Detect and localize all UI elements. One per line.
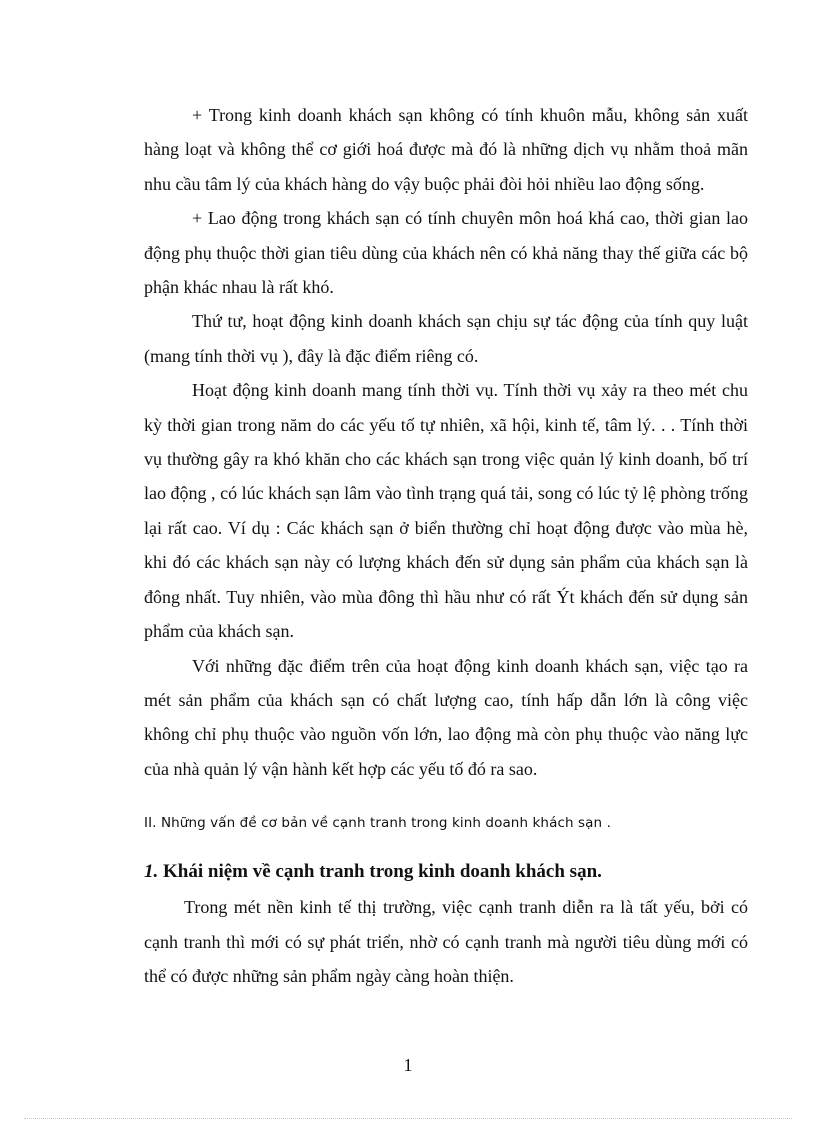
paragraph-bullet-2: + Lao động trong khách sạn có tính chuyên môn hoá khá cao, thời gian lao động phụ thuộc thời gian tiêu dùng của khách nên có khả năng thay thế giữa các bộ phận khác nhau là rất khó. [144, 208, 748, 298]
paragraph-fourth-point: Thứ tư, hoạt động kinh doanh khách sạn chịu sự tác động của tính quy luật (mang tính thời vụ ), đây là đặc điểm riêng có. [144, 311, 748, 366]
paragraph-conclusion: Với những đặc điểm trên của hoạt động kinh doanh khách sạn, việc tạo ra mét sản phẩm của khách sạn có chất lượng cao, tính hấp dẫn lớn là công việc không chỉ phụ thuộc vào nguồn vốn lớn, lao động mà còn phụ thuộc vào năng lực của nhà quản lý vận hành kết hợp các yếu tố đó ra sao. [144, 655, 748, 779]
paragraph-seasonality: Hoạt động kinh doanh mang tính thời vụ. Tính thời vụ xảy ra theo mét chu kỳ thời gian trong năm do các yếu tố tự nhiên, xã hội, kinh tế, tâm lý. . . Tính thời vụ thường gây ra khó khăn cho các khách sạn trong việc quản lý kinh doanh, bố trí lao động , có lúc khách sạn lâm vào tình trạng quá tải, song có lúc tỷ lệ phòng trống lại rất cao. Ví dụ : Các khách sạn ở biển thường chỉ hoạt động được vào mùa hè, khi đó các khách sạn này có lượng khách đến sử dụng sản phẩm của khách sạn là đông nhất. Tuy nhiên, vào mùa đông thì hầu như có rất Ýt khách đến sử dụng sản phẩm của khách sạn. [144, 380, 748, 642]
page-number: 1 [403, 1055, 413, 1075]
sub-heading [144, 854, 748, 890]
section-heading: II. Những vấn đề cơ bản về cạnh tranh trong kinh doanh khách sạn . [144, 815, 611, 832]
body-text [144, 98, 748, 993]
sub-heading-number: 1. [144, 861, 159, 883]
paragraph-competition: Trong mét nền kinh tế thị trường, việc cạnh tranh diễn ra là tất yếu, bởi có cạnh tranh thì mới có sự phát triển, nhờ có cạnh tranh mà người tiêu dùng mới có thể có được những sản phẩm ngày càng hoàn thiện. [144, 897, 748, 986]
sub-heading-text: Khái niệm về cạnh tranh trong kinh doanh khách sạn. [163, 861, 602, 883]
footer-divider [24, 1118, 792, 1119]
paragraph-bullet-1: + Trong kinh doanh khách sạn không có tính khuôn mẫu, không sản xuất hàng loạt và không thể cơ giới hoá được mà đó là những dịch vụ nhằm thoả mãn nhu cầu tâm lý của khách hàng do vậy buộc phải đòi hỏi nhiều lao động sống. [144, 105, 748, 194]
